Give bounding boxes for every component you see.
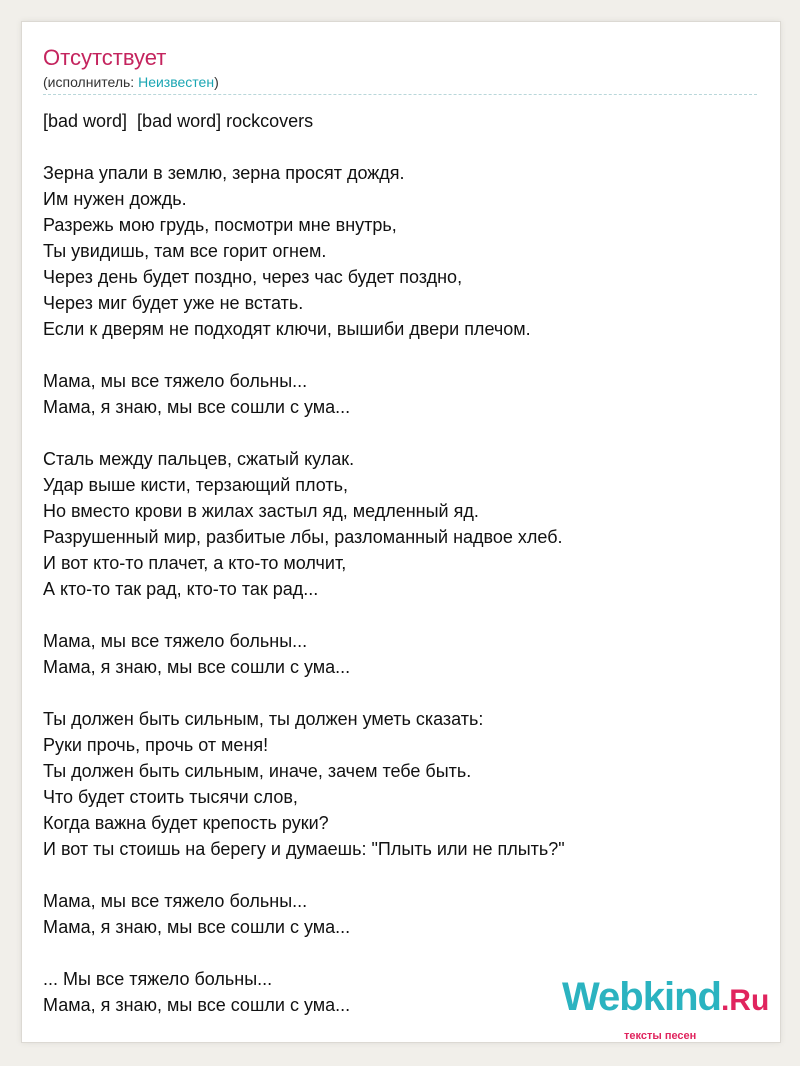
lyric-line: Ты увидишь, там все горит огнем. xyxy=(43,241,327,261)
lyric-line: Но вместо крови в жилах застыл яд, медленный яд. xyxy=(43,501,479,521)
lyric-line: Зерна упали в землю, зерна просят дождя. xyxy=(43,163,405,183)
artist-line xyxy=(43,73,219,91)
lyric-line: Мама, я знаю, мы все сошли с ума... xyxy=(43,917,351,937)
stanza-gap xyxy=(43,940,757,966)
lyric-line: Когда важна будет крепость руки? xyxy=(43,813,329,833)
artist-prefix: (исполнитель: xyxy=(43,74,139,90)
lyric-line: Сталь между пальцев, сжатый кулак. xyxy=(43,449,355,469)
song-title: Отсутствует xyxy=(43,45,167,70)
logo-tld-text: .Ru xyxy=(720,984,770,1017)
lyric-line: [bad word] [bad word] rockcovers xyxy=(43,111,314,131)
lyric-line: Ты должен быть сильным, иначе, зачем тебе быть. xyxy=(43,761,472,781)
lyric-line: Мама, мы все тяжело больны... xyxy=(43,371,308,391)
lyric-line: Разрежь мою грудь, посмотри мне внутрь, xyxy=(43,215,397,235)
lyrics-text xyxy=(43,108,757,1018)
stanza-gap xyxy=(43,680,757,706)
lyric-line: Мама, я знаю, мы все сошли с ума... xyxy=(43,397,351,417)
lyric-line: И вот кто-то плачет, а кто-то молчит, xyxy=(43,553,347,573)
lyric-line: Мама, мы все тяжело больны... xyxy=(43,891,308,911)
lyric-line: Мама, я знаю, мы все сошли с ума... xyxy=(43,657,351,677)
lyrics-card xyxy=(21,21,781,1043)
lyric-line: Если к дверям не подходят ключи, вышиби двери плечом. xyxy=(43,319,531,339)
dashed-divider xyxy=(43,94,757,95)
webkind-logo[interactable] xyxy=(562,977,769,1017)
logo-tagline: тексты песен xyxy=(624,1030,697,1042)
lyric-line: Удар выше кисти, терзающий плоть, xyxy=(43,475,348,495)
stanza-gap xyxy=(43,420,757,446)
lyric-line: А кто-то так рад, кто-то так рад... xyxy=(43,579,319,599)
lyric-line: Мама, мы все тяжело больны... xyxy=(43,631,308,651)
stanza-gap xyxy=(43,862,757,888)
lyric-line: Им нужен дождь. xyxy=(43,189,187,209)
lyric-line: ... Мы все тяжело больны... xyxy=(43,969,273,989)
lyric-line: Через миг будет уже не встать. xyxy=(43,293,304,313)
lyric-line: Через день будет поздно, через час будет поздно, xyxy=(43,267,463,287)
lyric-line: Руки прочь, прочь от меня! xyxy=(43,735,269,755)
lyric-line: Ты должен быть сильным, ты должен уметь сказать: xyxy=(43,709,484,729)
logo-main-text: Webkind xyxy=(562,975,721,1019)
stanza-gap xyxy=(43,602,757,628)
artist-link[interactable]: Неизвестен xyxy=(138,74,215,90)
stanza-gap xyxy=(43,134,757,160)
lyric-line: Мама, я знаю, мы все сошли с ума... xyxy=(43,995,351,1015)
lyric-line: Разрушенный мир, разбитые лбы, разломанный надвое хлеб. xyxy=(43,527,563,547)
lyric-line: Что будет стоить тысячи слов, xyxy=(43,787,298,807)
artist-suffix: ) xyxy=(214,74,219,90)
lyric-line: И вот ты стоишь на берегу и думаешь: "Плыть или не плыть?" xyxy=(43,839,565,859)
stanza-gap xyxy=(43,342,757,368)
